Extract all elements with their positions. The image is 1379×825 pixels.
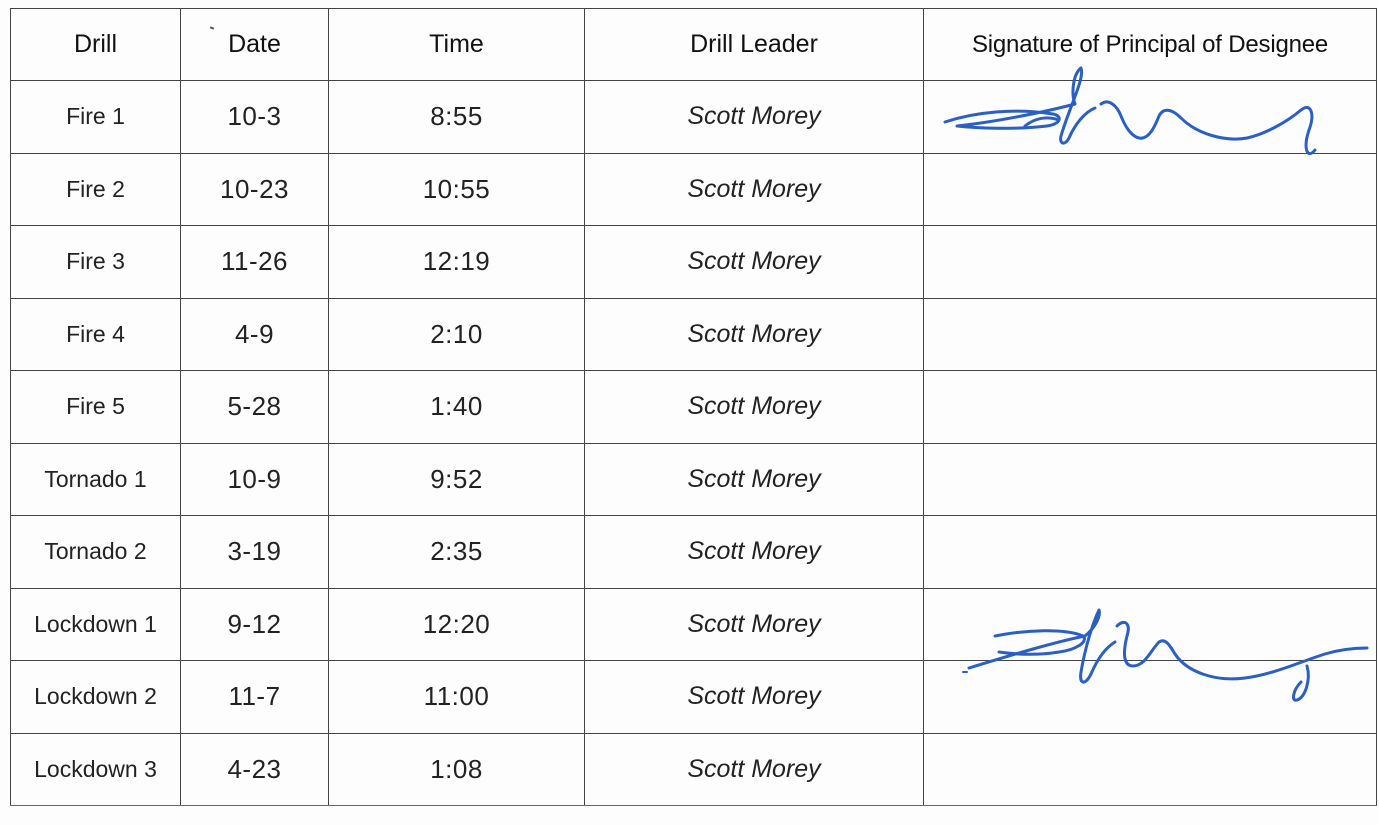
signature-cell [924, 371, 1377, 444]
signature-cell [924, 226, 1377, 299]
table-row [11, 81, 1377, 154]
drill-name-cell: Fire 2 [11, 153, 181, 226]
date-cell: 9-12 [181, 588, 329, 661]
drill-leader-cell: Scott Morey [585, 153, 924, 226]
header-drill: Drill [11, 9, 181, 81]
table-row [11, 371, 1377, 444]
signature-cell [924, 81, 1377, 154]
time-cell: 11:00 [329, 661, 585, 734]
time-cell: 8:55 [329, 81, 585, 154]
table-row [11, 588, 1377, 661]
table-row [11, 661, 1377, 734]
signature-cell [924, 733, 1377, 806]
date-cell: 10-23 [181, 153, 329, 226]
signature-cell [924, 516, 1377, 589]
table-row [11, 516, 1377, 589]
table-row [11, 443, 1377, 516]
drill-leader-cell: Scott Morey [585, 661, 924, 734]
time-cell: 12:20 [329, 588, 585, 661]
header-signature: Signature of Principal of Designee [924, 9, 1377, 81]
header-date: Date [181, 9, 329, 81]
drill-name-cell: Tornado 1 [11, 443, 181, 516]
table-header-row [11, 9, 1377, 81]
date-cell: 10-9 [181, 443, 329, 516]
drill-leader-cell: Scott Morey [585, 81, 924, 154]
date-cell: 4-9 [181, 298, 329, 371]
time-cell: 9:52 [329, 443, 585, 516]
time-cell: 1:40 [329, 371, 585, 444]
drill-name-cell: Lockdown 3 [11, 733, 181, 806]
date-cell: 10-3 [181, 81, 329, 154]
drill-leader-cell: Scott Morey [585, 516, 924, 589]
drill-name-cell: Lockdown 1 [11, 588, 181, 661]
drill-leader-cell: Scott Morey [585, 588, 924, 661]
signature-cell [924, 443, 1377, 516]
drill-name-cell: Fire 1 [11, 81, 181, 154]
drill-leader-cell: Scott Morey [585, 371, 924, 444]
date-cell: 3-19 [181, 516, 329, 589]
signature-cell [924, 153, 1377, 226]
time-cell: 1:08 [329, 733, 585, 806]
date-cell: 11-26 [181, 226, 329, 299]
table-row [11, 226, 1377, 299]
table-row [11, 298, 1377, 371]
time-cell: 12:19 [329, 226, 585, 299]
header-time: Time [329, 9, 585, 81]
drill-log-table [10, 8, 1377, 806]
date-cell: 4-23 [181, 733, 329, 806]
drill-leader-cell: Scott Morey [585, 733, 924, 806]
table-row [11, 733, 1377, 806]
drill-name-cell: Fire 5 [11, 371, 181, 444]
drill-name-cell: Fire 4 [11, 298, 181, 371]
time-cell: 10:55 [329, 153, 585, 226]
time-cell: 2:35 [329, 516, 585, 589]
signature-cell [924, 298, 1377, 371]
drill-leader-cell: Scott Morey [585, 226, 924, 299]
drill-leader-cell: Scott Morey [585, 443, 924, 516]
date-cell: 11-7 [181, 661, 329, 734]
date-cell: 5-28 [181, 371, 329, 444]
time-cell: 2:10 [329, 298, 585, 371]
drill-leader-cell: Scott Morey [585, 298, 924, 371]
signature-cell [924, 661, 1377, 734]
drill-name-cell: Lockdown 2 [11, 661, 181, 734]
drill-name-cell: Tornado 2 [11, 516, 181, 589]
signature-cell [924, 588, 1377, 661]
drill-name-cell: Fire 3 [11, 226, 181, 299]
header-drill-leader: Drill Leader [585, 9, 924, 81]
table-row [11, 153, 1377, 226]
